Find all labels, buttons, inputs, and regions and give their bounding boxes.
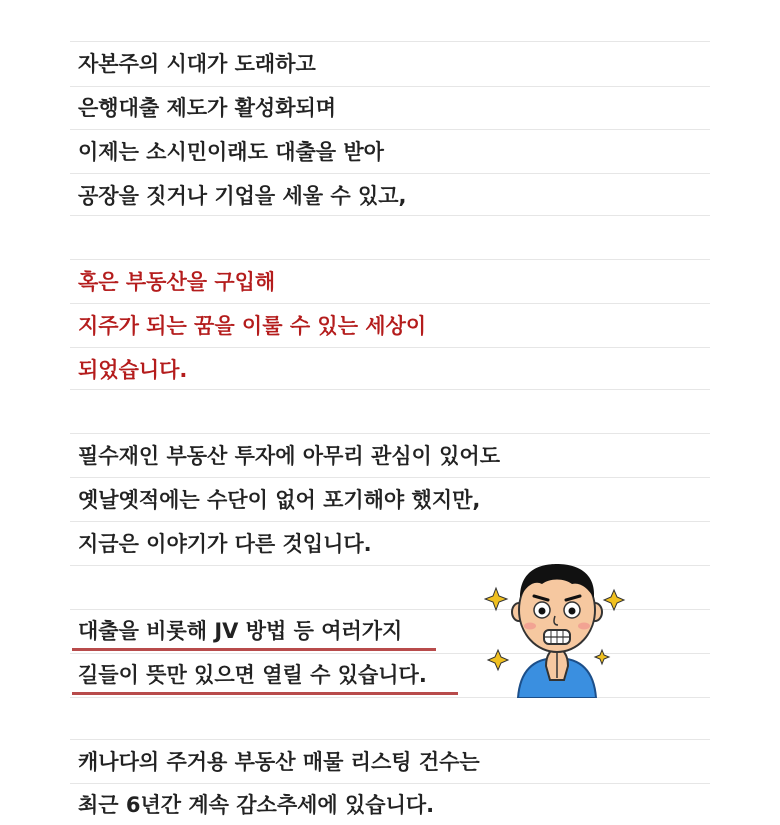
- text-line: 은행대출 제도가 활성화되며: [78, 96, 337, 120]
- underlined-text-line: 길들이 뜻만 있으면 열릴 수 있습니다.: [78, 663, 427, 687]
- rule: [70, 86, 710, 87]
- rule: [70, 347, 710, 348]
- rule: [70, 521, 710, 522]
- text-line: 필수재인 부동산 투자에 아무리 관심이 있어도: [78, 444, 500, 468]
- rule: [70, 259, 710, 260]
- text-line: 공장을 짓거나 기업을 세울 수 있고,: [78, 184, 407, 208]
- rule: [70, 433, 710, 434]
- text-underline: [72, 648, 436, 651]
- rule: [70, 41, 710, 42]
- text-line: 캐나다의 주거용 부동산 매물 리스팅 건수는: [78, 750, 480, 774]
- rule: [70, 389, 710, 390]
- rule: [70, 477, 710, 478]
- rule: [70, 303, 710, 304]
- highlight-text-line: 지주가 되는 꿈을 이룰 수 있는 세상이: [78, 314, 427, 338]
- highlight-text-line: 되었습니다.: [78, 358, 188, 382]
- rule: [70, 129, 710, 130]
- underlined-text-line: 대출을 비롯해 JV 방법 등 여러가지: [78, 619, 403, 643]
- text-line: 이제는 소시민이래도 대출을 받아: [78, 140, 384, 164]
- text-line: 최근 6년간 계속 감소추세에 있습니다.: [78, 793, 435, 817]
- text-underline: [72, 692, 458, 695]
- text-line: 자본주의 시대가 도래하고: [78, 52, 316, 76]
- rule: [70, 173, 710, 174]
- highlight-text-line: 혹은 부동산을 구입해: [78, 270, 276, 294]
- text-line: 지금은 이야기가 다른 것입니다.: [78, 532, 372, 556]
- rule: [70, 783, 710, 784]
- rule: [70, 739, 710, 740]
- text-line: 옛날옛적에는 수단이 없어 포기해야 했지만,: [78, 488, 481, 512]
- surprised-boy-mascot-icon: [484, 558, 630, 698]
- rule: [70, 215, 710, 216]
